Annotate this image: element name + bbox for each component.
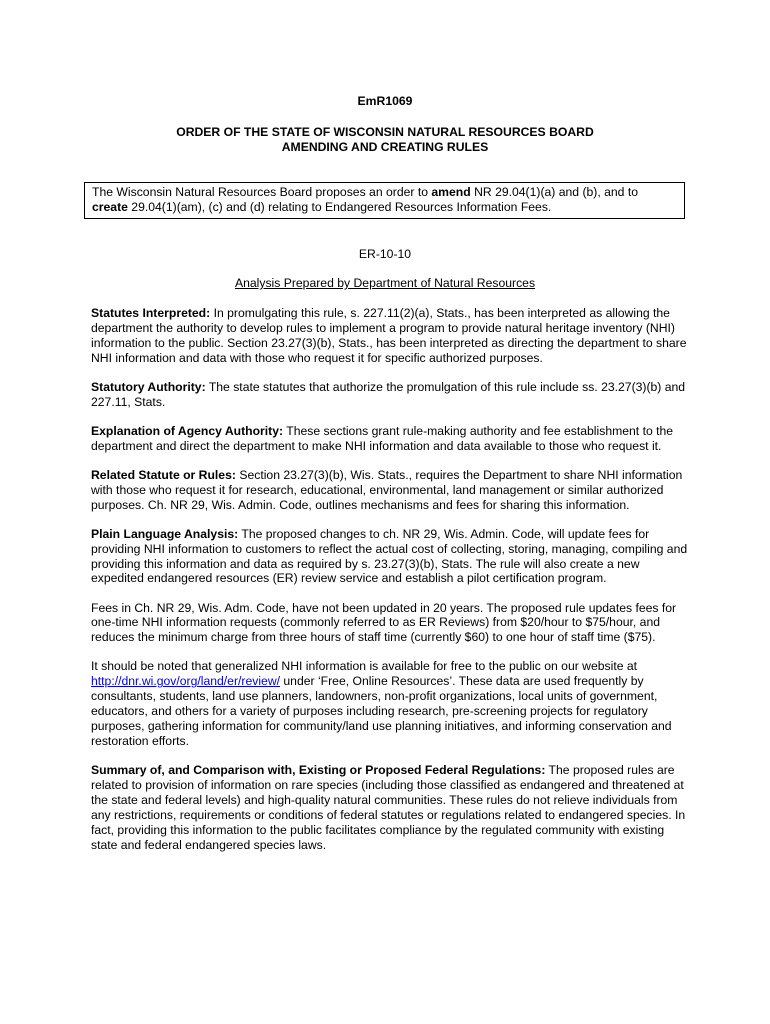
statutes-interpreted-text: In promulgating this rule, s. 227.11(2)(a), Stats., has been interpreted as allowing the department the authority to develop rules to implement a program to provide natural heritage inventory (NHI) information to the public. Section 23.27(3)(b), Stats., has been interpreted as directing the department to share NHI information and data with those who request it for specific authorized purposes.	[91, 306, 687, 365]
federal-regulations-label: Summary of, and Comparison with, Existing or Proposed Federal Regulations:	[91, 763, 546, 778]
plain-language-paragraph	[91, 527, 691, 587]
federal-regulations-paragraph	[91, 763, 691, 852]
analysis-body	[91, 306, 691, 867]
analysis-heading-text: Analysis Prepared by Department of Natural Resources	[234, 276, 536, 290]
statutes-interpreted-label: Statutes Interpreted:	[91, 306, 211, 320]
document-id: EmR1069	[357, 94, 413, 108]
er-number: ER-10-10	[358, 247, 412, 261]
fees-paragraph: Fees in Ch. NR 29, Wis. Adm. Code, have not been updated in 20 years. The proposed rule updates fees for one-time NHI information requests (commonly referred to as ER Reviews) from $20/hour to $75/hour, and reduces the minimum charge from three hours of staff time (currently $60) to one hour of staff time ($75).	[91, 600, 677, 645]
analysis-heading	[0, 276, 770, 291]
box-text-1: The Wisconsin Natural Resources Board proposes an order to	[92, 185, 432, 199]
title-line-2: AMENDING AND CREATING RULES	[281, 140, 489, 154]
generalized-info-paragraph	[91, 659, 691, 748]
box-create: create	[92, 199, 128, 214]
agency-authority-text: These sections grant rule-making authority and fee establishment to the department and direct the department to make NHI information and data available to those who request it.	[91, 423, 674, 453]
order-summary-box	[84, 182, 685, 219]
agency-authority-label: Explanation of Agency Authority:	[91, 423, 284, 438]
related-statute-paragraph	[91, 468, 691, 513]
title-line-1: ORDER OF THE STATE OF WISCONSIN NATURAL RESOURCES BOARD	[176, 125, 594, 139]
generalized-info-text-before: It should be noted that generalized NHI information is available for free to the public on our website at	[91, 659, 638, 674]
box-amend: amend	[431, 185, 471, 199]
agency-authority-paragraph	[91, 424, 691, 454]
generalized-info-text-after: under ‘Free, Online Resources’. These data are used frequently by consultants, students, land use planners, landowners, non-profit organizations, local units of government, educators, and others for a variety of purposes including research, pre-screening projects for regulatory purposes, gathering information for community/land use planning initiatives, and informing conservation and restoration efforts.	[91, 674, 672, 748]
box-text-2: NR 29.04(1)(a) and (b), and to	[470, 185, 639, 199]
statutes-interpreted-paragraph	[91, 306, 691, 366]
online-resources-link[interactable]: http://dnr.wi.gov/org/land/er/review/	[91, 674, 281, 689]
related-statute-label: Related Statute or Rules:	[91, 467, 236, 482]
plain-language-label: Plain Language Analysis:	[91, 526, 239, 541]
statutory-authority-text: The state statutes that authorize the promulgation of this rule include ss. 23.27(3)(b) and 227.11, Stats.	[91, 379, 686, 409]
federal-regulations-text: The proposed rules are related to provision of information on rare species (including those classified as endangered and threatened at the state and federal levels) and high-quality natural communities. These rules do not relieve individuals from any restrictions, requirements or conditions of federal statutes or regulations related to endangered species. In fact, providing this information to the public facilitates compliance by the regulated community with existing state and federal endangered species laws.	[91, 763, 686, 852]
document-title	[0, 125, 770, 155]
statutory-authority-paragraph	[91, 380, 691, 410]
related-statute-text: Section 23.27(3)(b), Wis. Stats., requires the Department to share NHI information with those who request it for research, educational, environmental, land management or similar authorized purposes. Ch. NR 29, Wis. Admin. Code, outlines mechanisms and fees for sharing this information.	[91, 467, 683, 512]
plain-language-text: The proposed changes to ch. NR 29, Wis. Admin. Code, will update fees for providing NHI information to customers to reflect the actual cost of collecting, storing, managing, compiling and providing this information and data as required by s. 23.27(3)(b), Stats. The rule will also create a new expedited endangered resources (ER) review service and establish a pilot certification program.	[91, 526, 688, 586]
box-text-3: 29.04(1)(am), (c) and (d) relating to Endangered Resources Information Fees.	[127, 199, 552, 214]
statutory-authority-label: Statutory Authority:	[91, 379, 206, 394]
